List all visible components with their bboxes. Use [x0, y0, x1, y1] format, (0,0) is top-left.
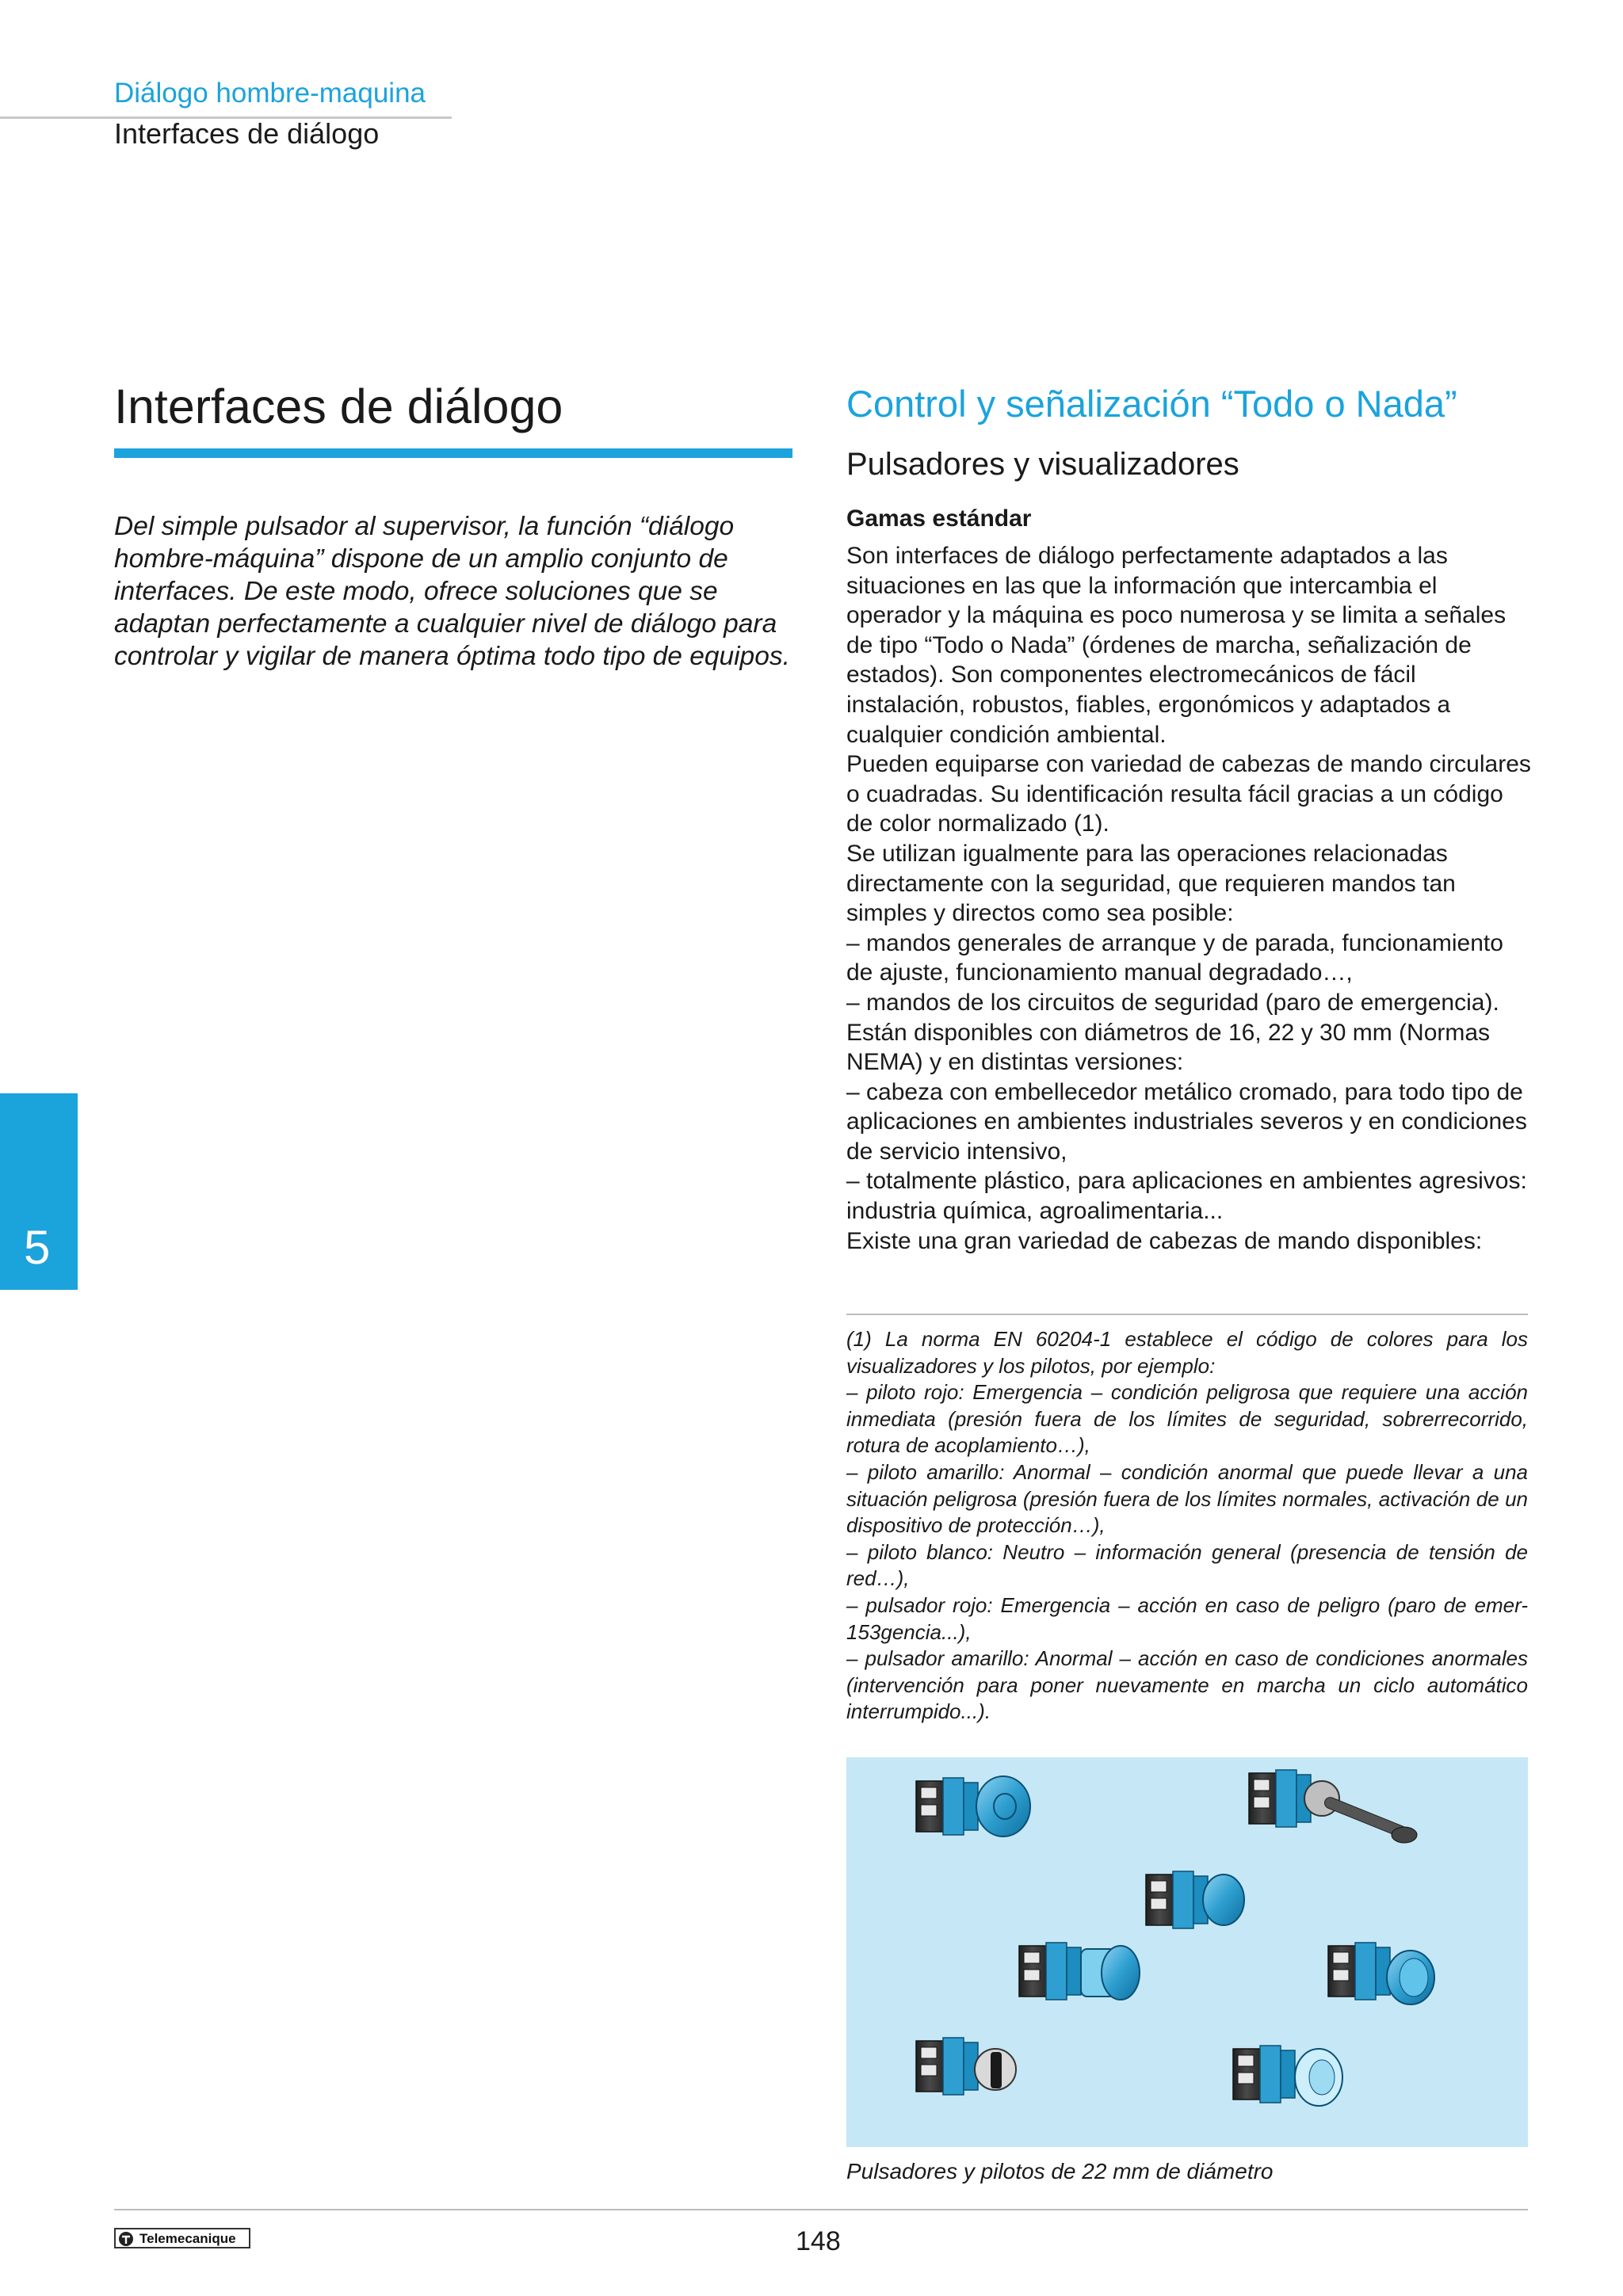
page-number: 148	[796, 2226, 841, 2256]
section-title: Control y señalización “Todo o Nada”	[846, 383, 1457, 425]
device-clear-pilot	[1233, 2046, 1342, 2106]
intro-paragraph: Del simple pulsador al supervisor, la función “diálogo hombre-máquina” dispone de un amplio conjunto de interfaces. De este modo, ofrece soluciones que se adaptan perfectamente a cualquier nivel de diálogo para controlar y vigilar de manera óptima todo tipo de equipos.	[114, 512, 790, 671]
footnote-line: – piloto blanco: Neutro – información general (presencia de tensión de red…),	[846, 1539, 1528, 1591]
header-subsection-title: Interfaces de diálogo	[114, 117, 380, 150]
body-paragraph: Existe una gran variedad de cabezas de mando disponibles:	[846, 1227, 1483, 1254]
product-figure	[846, 1757, 1528, 2147]
footnote-divider	[846, 1314, 1528, 1315]
footnote-line: – piloto amarillo: Anormal – condición anormal que puede llevar a una situación peligrosa (presión fuera de los límites normales, activación de un dispositivo de protección…),	[846, 1459, 1528, 1538]
footer-divider	[114, 2209, 1528, 2210]
device-lever-selector	[1249, 1770, 1417, 1843]
device-mushroom-button	[916, 1776, 1030, 1836]
footnote-line: – pulsador rojo: Emergencia – acción en caso de peligro (paro de emer-153gencia...),	[846, 1592, 1528, 1644]
body-list-item: – mandos de los circuitos de seguridad (paro de emergencia).	[846, 989, 1499, 1016]
footnote-line: – pulsador amarillo: Anormal – acción en caso de condiciones anormales (intervención para poner nuevamente en marcha un ciclo automático interrumpido...).	[846, 1646, 1528, 1724]
pushbuttons-illustration	[846, 1757, 1528, 2147]
body-paragraph: Pueden equiparse con variedad de cabezas de mando circulares o cuadradas. Su identificación resulta fácil gracias a un código de color normalizado (1).	[846, 751, 1531, 837]
section-heading: Gamas estándar	[846, 505, 1032, 532]
section-subtitle: Pulsadores y visualizadores	[846, 447, 1239, 482]
page-title: Interfaces de diálogo	[114, 379, 563, 433]
brand-logo	[114, 2228, 250, 2248]
logo-icon	[118, 2231, 134, 2247]
body-list-item: – mandos generales de arranque y de parada, funcionamiento de ajuste, funcionamiento manual degradado…,	[846, 929, 1503, 986]
logo-text: Telemecanique	[139, 2231, 236, 2246]
body-text	[846, 541, 1536, 1256]
body-list-item: – cabeza con embellecedor metálico cromado, para todo tipo de aplicaciones en ambientes industriales severos y en condiciones de servicio intensivo,	[846, 1078, 1527, 1165]
title-underline-bar	[114, 448, 792, 458]
chapter-number: 5	[24, 1221, 51, 1274]
device-pilot-light	[1019, 1943, 1140, 2000]
device-flush-button	[1146, 1871, 1244, 1928]
body-paragraph: Son interfaces de diálogo perfectamente adaptados a las situaciones en las que la información que intercambia el operador y la máquina es poco numerosa y se limita a señales de tipo “Todo o Nada” (órdenes de marcha, señalización de estados). Son componentes electromecánicos de fácil instalación, robustos, fiables, ergonómicos y adaptados a cualquier condición ambiental.	[846, 543, 1507, 748]
device-selector-switch	[916, 2038, 1016, 2095]
body-paragraph: Están disponibles con diámetros de 16, 22 y 30 mm (Normas NEMA) y en distintas versiones:	[846, 1019, 1491, 1076]
body-paragraph: Se utilizan igualmente para las operaciones relacionadas directamente con la seguridad, que requieren mandos tan simples y directos como sea posible:	[846, 840, 1456, 927]
body-list-item: – totalmente plástico, para aplicaciones en ambientes agresivos: industria química, agroalimentaria...	[846, 1168, 1527, 1225]
header-section-title: Diálogo hombre-maquina	[114, 78, 426, 109]
footnote-line: – piloto rojo: Emergencia – condición peligrosa que requiere una acción inmediata (presión fuera de los límites de seguridad, sobrerrecorrido, rotura de acoplamiento…),	[846, 1380, 1528, 1458]
figure-caption: Pulsadores y pilotos de 22 mm de diámetro	[846, 2159, 1274, 2183]
footnote	[846, 1326, 1528, 1726]
device-projecting-button	[1328, 1943, 1434, 2004]
footnote-line: (1) La norma EN 60204-1 establece el código de colores para los visualizadores y los pilotos, por ejemplo:	[846, 1327, 1528, 1378]
